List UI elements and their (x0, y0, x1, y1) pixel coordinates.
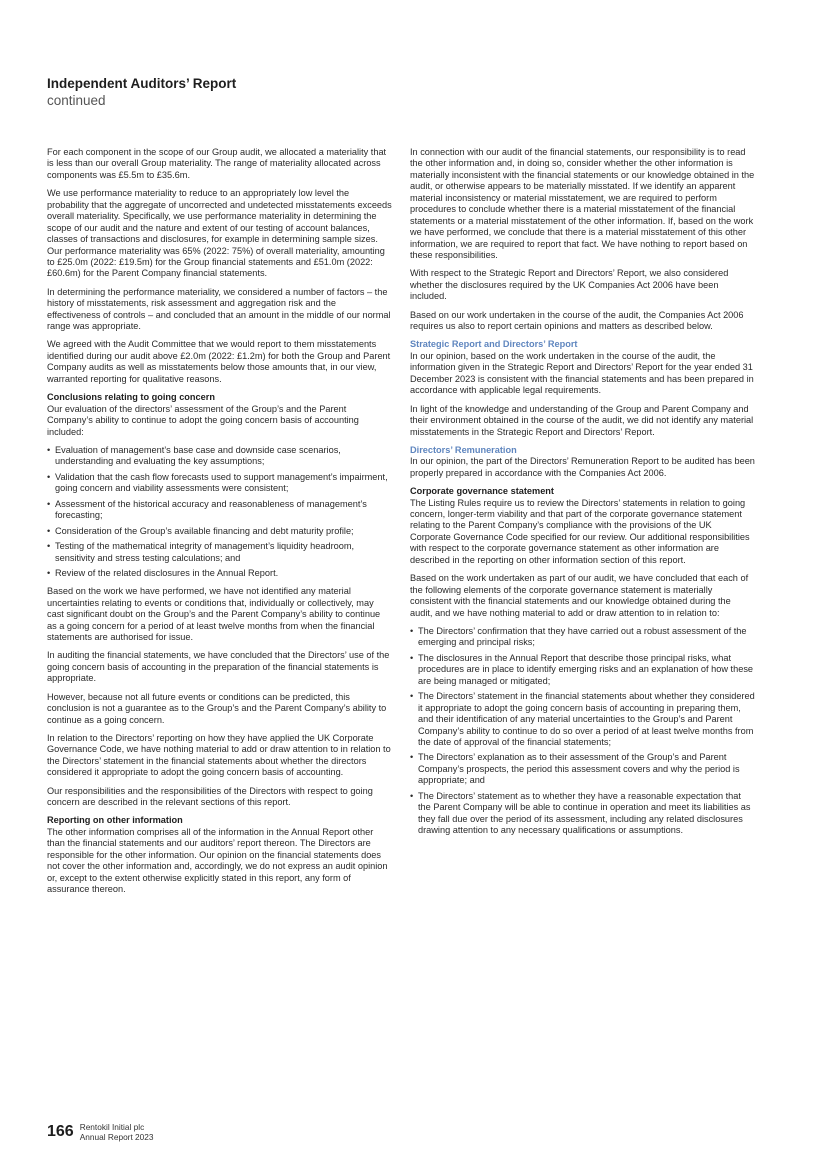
paragraph: However, because not all future events or conditions can be predicted, this conclusion is not a guarantee as to the Group’s and the Parent Company’s ability to continue as a going concern. (47, 691, 387, 725)
paragraph: In determining the performance materiality, we considered a number of factors – the history of misstatements, risk assessment and aggregation risk and the effectiveness of controls – and concluded that an amount in the middle of our normal range was appropriate. (47, 286, 391, 332)
paragraph: For each component in the scope of our Group audit, we allocated a materiality that is less than our overall Group materiality. The range of materiality allocated across components was £5.5m to £35.6m. (47, 147, 387, 180)
list-item: • The Directors’ confirmation that they have carried out a robust assessment of the emerging and principal risks; (410, 626, 755, 649)
paragraph: The Listing Rules require us to review the Directors’ statements in relation to going concern, longer-term viability and that part of the corporate governance statement relating to the Parent Company’s compliance with the provisions of the UK Corporate Governance Code specified for our review. Our additional responsibilities with respect to the corporate governance statement as other information are described in the reporting on other information section of this report. (410, 497, 750, 565)
page-subtitle: continued (47, 93, 106, 108)
list-item: • The Directors’ explanation as to their assessment of the Group’s and Parent Company’s prospects, the period this assessment covers and why the period is appropriate; and (410, 752, 755, 786)
paragraph: Our responsibilities and the responsibilities of the Directors with respect to going concern are described in the relevant sections of this report. (47, 785, 373, 808)
paragraph: With respect to the Strategic Report and Directors’ Report, we also considered whether the disclosures required by the UK Companies Act 2006 have been included. (410, 268, 729, 302)
paragraph: In light of the knowledge and understanding of the Group and Parent Company and their environment obtained in the course of the audit, we did not identify any material misstatements in the Strategic Report and Directors’ Report. (410, 403, 754, 437)
list-item: • The Directors’ statement as to whether they have a reasonable expectation that the Parent Company will be able to continue in operation and meet its liabilities as they fall due over the period of its assessment, including any related disclosures drawing attention to any necessary qualifications or assumptions. (410, 791, 755, 837)
list-item: • Testing of the mathematical integrity of management’s liquidity headroom, sensitivity and stress testing calculations; and (47, 541, 392, 564)
section-heading-other-information: Reporting on other information (47, 815, 183, 826)
paragraph: We use performance materiality to reduce to an appropriately low level the probability that the aggregate of uncorrected and undetected misstatements exceeds overall materiality. Specifically, we use performance materiality in determining the scope of our audit and the nature and extent of our testing of account balances, classes of transactions and disclosures, for example in determining sample sizes. Our performance materiality was 65% (2022: 75%) of overall materiality, amounting to £25.0m (2022: £19.5m) for the Group financial statements and £51.0m (2022: £60.6m) for the Parent Company financial statements. (47, 188, 392, 279)
list-item: • The disclosures in the Annual Report that describe those principal risks, what procedures are in place to identify emerging risks and an explanation of how these are being managed or mitigated; (410, 653, 755, 687)
section-heading-remuneration: Directors’ Remuneration (410, 444, 517, 455)
report-name: Annual Report 2023 (79, 1132, 154, 1142)
paragraph: In auditing the financial statements, we have concluded that the Directors’ use of the going concern basis of accounting in the preparation of the financial statements is appropriate. (47, 650, 390, 684)
footer-publication (80, 1122, 154, 1142)
paragraph: Our evaluation of the directors’ assessment of the Group’s and the Parent Company’s ability to continue to adopt the going concern basis of accounting included: (47, 403, 359, 437)
page-title: Independent Auditors’ Report (47, 76, 237, 91)
list-item: • The Directors’ statement in the financial statements about whether they considered it appropriate to adopt the going concern basis of accounting in preparing them, and their identification of any material uncertainties to the Group’s and Parent Company’s ability to continue to do so over a period of at least twelve months from the date of approval of the financial statements; (410, 691, 755, 748)
paragraph: Based on the work we have performed, we have not identified any material uncertainties relating to events or conditions that, individually or collectively, may cast significant doubt on the Group’s and the Parent Company’s ability to continue as a going concern for a period of at least twelve months from when the financial statements are authorised for issue. (47, 586, 381, 643)
paragraph: In our opinion, based on the work undertaken in the course of the audit, the information given in the Strategic Report and Directors’ Report for the year ended 31 December 2023 is consistent with the financial statements and has been prepared in accordance with applicable legal requirements. (410, 350, 754, 396)
going-concern-list (47, 445, 392, 580)
page-number: 166 (47, 1123, 74, 1140)
list-item: • Consideration of the Group’s available financing and debt maturity profile; (47, 526, 392, 537)
paragraph: In relation to the Directors’ reporting on how they have applied the UK Corporate Governance Code, we have nothing material to add or draw attention to in relation to the Directors’ statement in the financial statements about whether the directors considered it appropriate to adopt the going concern basis of accounting. (47, 732, 391, 778)
list-item: • Evaluation of management’s base case and downside case scenarios, understanding and evaluating the key assumptions; (47, 445, 392, 468)
section-heading-corporate-governance: Corporate governance statement (410, 486, 554, 497)
company-name: Rentokil Initial plc (79, 1122, 145, 1132)
paragraph: We agreed with the Audit Committee that we would report to them misstatements identified during our audit above £2.0m (2022: £1.2m) for both the Group and Parent Company audits as well as misstatements below those amounts that, in our view, warranted reporting for qualitative reasons. (47, 339, 391, 384)
paragraph: Based on our work undertaken in the course of the audit, the Companies Act 2006 requires us also to report certain opinions and matters as described below. (410, 309, 744, 332)
paragraph: Based on the work undertaken as part of our audit, we have concluded that each of the following elements of the corporate governance statement is materially consistent with the financial statements and our knowledge obtained during the audit, and we have nothing material to add or draw attention to in relation to: (410, 573, 749, 618)
list-item: • Review of the related disclosures in the Annual Report. (47, 568, 392, 579)
right-column (410, 147, 755, 843)
paragraph: In our opinion, the part of the Directors’ Remuneration Report to be audited has been properly prepared in accordance with the Companies Act 2006. (410, 456, 755, 478)
paragraph: In connection with our audit of the financial statements, our responsibility is to read the other information and, in doing so, consider whether the other information is materially inconsistent with the financial statements or our knowledge obtained in the audit, or otherwise appears to be materially misstated. If we identify an apparent material inconsistency or material misstatement, we are required to perform procedures to conclude whether there is a material misstatement of the financial statements or a material misstatement of the other information. If, based on the work we have performed, we conclude that there is a material misstatement of this other information, we are required to report that fact. We have nothing to report based on these responsibilities. (410, 147, 755, 261)
paragraph: The other information comprises all of the information in the Annual Report other than the financial statements and our auditors’ report thereon. The Directors are responsible for the other information. Our opinion on the financial statements does not cover the other information and, accordingly, we do not express an audit opinion or, except to the extent otherwise explicitly stated in this report, any form of assurance thereon. (47, 826, 388, 895)
section-heading-strategic-report: Strategic Report and Directors’ Report (410, 339, 578, 350)
governance-list (410, 626, 755, 837)
page-header (47, 75, 236, 109)
list-item: • Validation that the cash flow forecasts used to support management’s impairment, going concern and viability assessments were consistent; (47, 472, 392, 495)
left-column (47, 147, 392, 903)
page-footer (47, 1122, 154, 1142)
list-item: • Assessment of the historical accuracy and reasonableness of management’s forecasting; (47, 499, 392, 522)
section-heading-going-concern: Conclusions relating to going concern (47, 392, 215, 403)
